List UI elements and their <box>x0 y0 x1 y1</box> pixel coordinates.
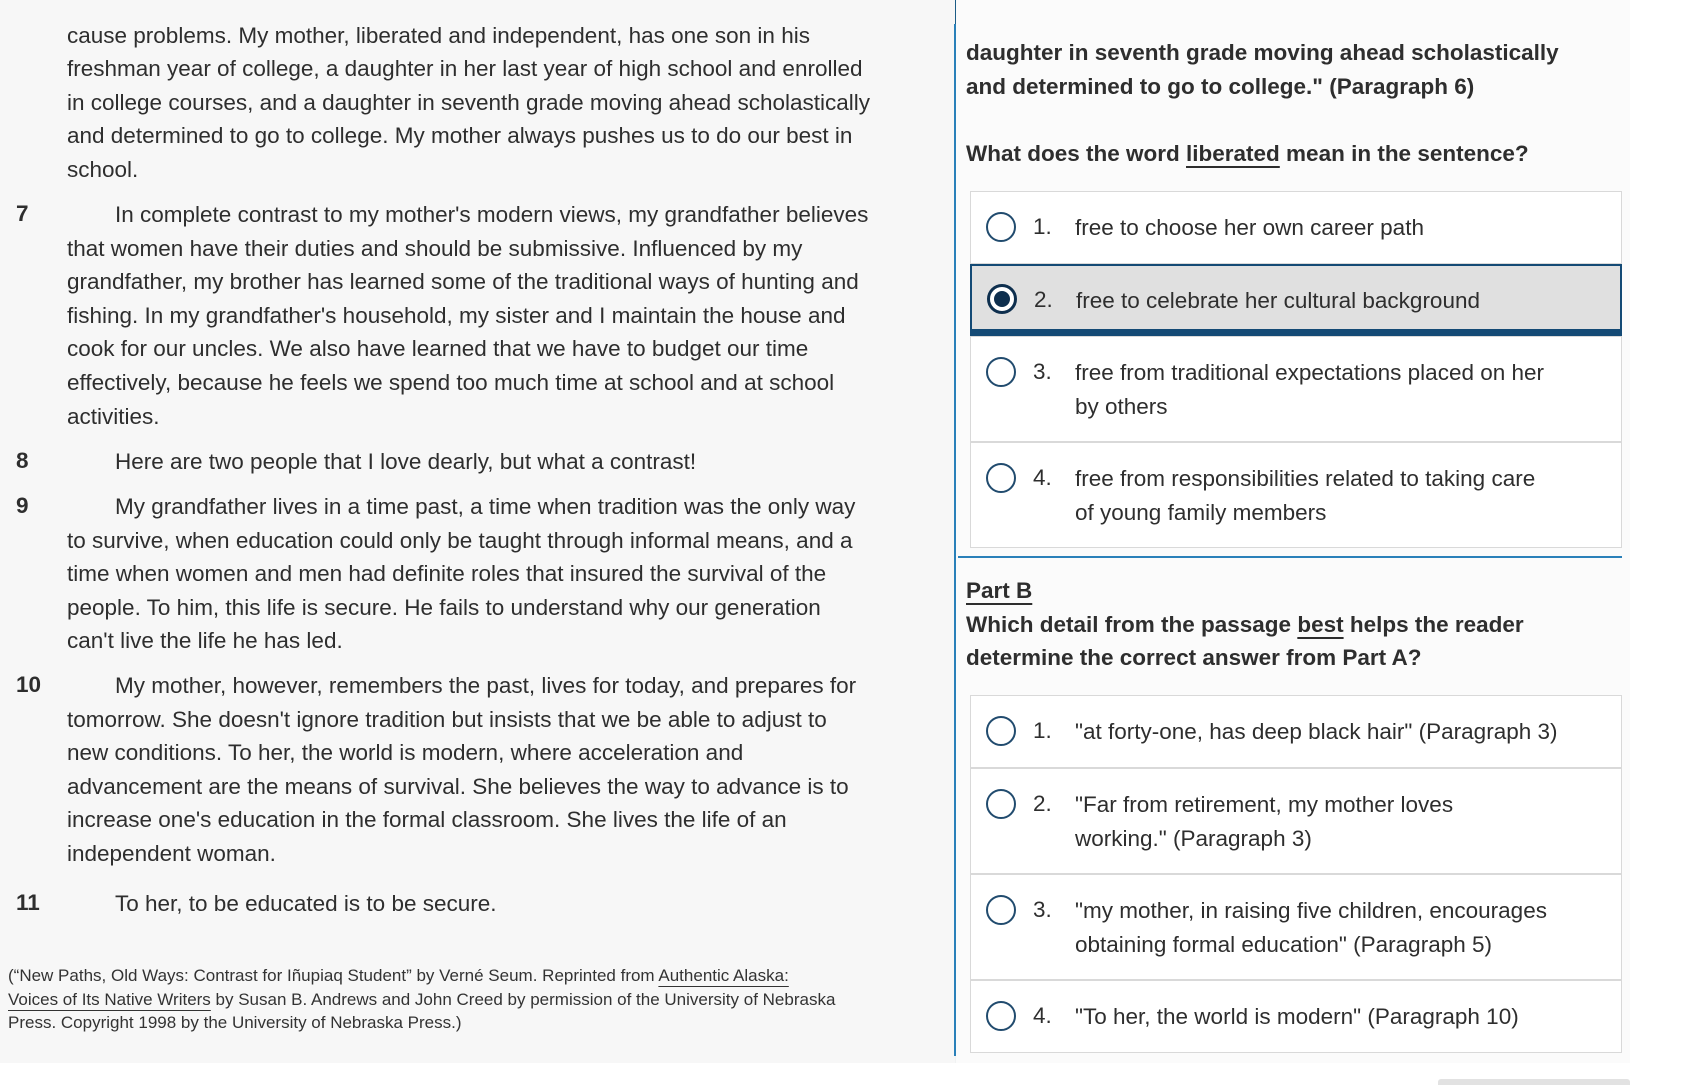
passage-line: tomorrow. She doesn't ignore tradition but insists that we be able to adjust to <box>67 707 827 732</box>
question-quote-line: and determined to go to college." (Paragraph 6) <box>966 74 1475 99</box>
radio-button[interactable] <box>986 463 1016 493</box>
choice-text: free from traditional expectations placed on her <box>1075 360 1545 385</box>
passage-line: activities. <box>67 404 160 429</box>
passage-line-text: My mother, however, remembers the past, lives for today, and prepares for <box>115 673 857 698</box>
radio-button[interactable] <box>986 212 1016 242</box>
question-text: What does the word <box>966 141 1187 166</box>
passage-line <box>67 445 696 479</box>
passage-line-text: To her, to be educated is to be secure. <box>115 891 497 916</box>
choice-number: 1. <box>1033 214 1052 239</box>
choice-number: 1. <box>1033 718 1052 743</box>
part-b-choice-1[interactable] <box>970 695 1622 768</box>
part-a-choice-1[interactable] <box>970 191 1622 264</box>
passage-line: can't live the life he has led. <box>67 628 343 653</box>
part-b-choice-4[interactable] <box>970 980 1622 1053</box>
paragraph-number: 7 <box>16 201 29 226</box>
bottom-nav-handle[interactable] <box>1438 1079 1630 1085</box>
passage-line: school. <box>67 157 139 182</box>
choice-number: 3. <box>1033 897 1052 922</box>
passage-line: grandfather, my brother has learned some of the traditional ways of hunting and <box>67 269 859 294</box>
passage-citation <box>8 964 835 1035</box>
passage-line: cook for our uncles. We also have learned that we have to budget our time <box>67 336 809 361</box>
passage-line: people. To him, this life is secure. He fails to understand why our generation <box>67 595 821 620</box>
choice-text: working." (Paragraph 3) <box>1075 826 1312 851</box>
citation-book-title: Voices of Its Native Writers <box>8 989 211 1009</box>
question-text: Which detail from the passage <box>966 612 1298 637</box>
passage-line: increase one's education in the formal classroom. She lives the life of an <box>67 807 787 832</box>
passage-line: time when women and men had definite roles that insured the survival of the <box>67 561 827 586</box>
passage-line: new conditions. To her, the world is modern, where acceleration and <box>67 740 744 765</box>
choice-text: obtaining formal education" (Paragraph 5) <box>1075 932 1492 957</box>
part-a-choice-2[interactable] <box>970 264 1622 336</box>
choice-number: 2. <box>1034 287 1053 312</box>
radio-selected-dot <box>994 291 1010 307</box>
radio-button[interactable] <box>986 716 1016 746</box>
choice-text: free to choose her own career path <box>1075 215 1424 240</box>
passage-line: in college courses, and a daughter in seventh grade moving ahead scholastically <box>67 90 871 115</box>
passage-line: freshman year of college, a daughter in her last year of high school and enrolled <box>67 56 863 81</box>
radio-button[interactable] <box>986 789 1016 819</box>
citation-text: (“New Paths, Old Ways: Contrast for Iñupiaq Student” by Verné Seum. Reprinted from <box>8 966 659 985</box>
radio-button[interactable] <box>986 895 1016 925</box>
part-a-choice-3[interactable] <box>970 336 1622 442</box>
part-b-heading-text: Part B <box>966 578 1033 603</box>
part-a-choice-4[interactable] <box>970 442 1622 548</box>
bottom-bar <box>0 1063 1685 1085</box>
choice-number: 2. <box>1033 791 1052 816</box>
passage-line: that women have their duties and should be submissive. Influenced by my <box>67 236 803 261</box>
radio-button[interactable] <box>986 357 1016 387</box>
choice-text: of young family members <box>1075 500 1327 525</box>
choice-text: "To her, the world is modern" (Paragraph 10) <box>1075 1004 1519 1029</box>
choice-text: "at forty-one, has deep black hair" (Paragraph 3) <box>1075 719 1558 744</box>
part-b-choice-3[interactable] <box>970 874 1622 980</box>
passage-line <box>67 490 855 524</box>
choice-number: 4. <box>1033 465 1052 490</box>
part-b-question <box>966 608 1524 642</box>
citation-text: Press. Copyright 1998 by the University of Nebraska Press.) <box>8 1013 462 1032</box>
choice-text: "my mother, in raising five children, encourages <box>1075 898 1547 923</box>
choice-text: free to celebrate her cultural background <box>1076 288 1480 313</box>
passage-line: advancement are the means of survival. She believes the way to advance is to <box>67 774 849 799</box>
question-text: helps the reader <box>1343 612 1524 637</box>
question-keyword: best <box>1297 612 1344 637</box>
passage-line <box>67 198 868 232</box>
paragraph-number: 10 <box>16 672 42 697</box>
radio-button-selected[interactable] <box>987 284 1017 314</box>
citation-text: by Susan B. Andrews and John Creed by permission of the University of Nebraska <box>210 989 836 1009</box>
question-pane[interactable] <box>956 0 1630 1063</box>
passage-line-text: Here are two people that I love dearly, but what a contrast! <box>115 449 697 474</box>
question-keyword: liberated <box>1186 141 1280 166</box>
passage-line: cause problems. My mother, liberated and independent, has one son in his <box>67 23 810 48</box>
part-b-choice-2[interactable] <box>970 768 1622 874</box>
passage-line-text: My grandfather lives in a time past, a time when tradition was the only way <box>115 494 856 519</box>
choice-number: 3. <box>1033 359 1052 384</box>
question-text: mean in the sentence? <box>1279 141 1529 166</box>
passage-line <box>67 669 856 703</box>
part-a-question <box>966 137 1529 171</box>
paragraph-number: 11 <box>16 890 40 915</box>
choice-text: "Far from retirement, my mother loves <box>1075 792 1454 817</box>
passage-line: fishing. In my grandfather's household, my sister and I maintain the house and <box>67 303 846 328</box>
choice-text: free from responsibilities related to taking care <box>1075 466 1536 491</box>
choice-number: 4. <box>1033 1003 1052 1028</box>
choice-text: by others <box>1075 394 1168 419</box>
passage-line: effectively, because he feels we spend too much time at school and at school <box>67 370 835 395</box>
passage-line: and determined to go to college. My mother always pushes us to do our best in <box>67 123 853 148</box>
citation-book-title: Authentic Alaska: <box>658 966 789 985</box>
passage-line: independent woman. <box>67 841 276 866</box>
part-b-question: determine the correct answer from Part A? <box>966 645 1422 670</box>
passage-line <box>67 887 497 921</box>
paragraph-number: 9 <box>16 493 29 518</box>
question-quote-line: daughter in seventh grade moving ahead scholastically <box>966 40 1559 65</box>
passage-line: to survive, when education could only be taught through informal means, and a <box>67 528 853 553</box>
part-divider <box>958 556 1622 558</box>
radio-button[interactable] <box>986 1001 1016 1031</box>
passage-line-text: In complete contrast to my mother's modern views, my grandfather believes <box>115 202 869 227</box>
paragraph-number: 8 <box>16 448 29 473</box>
part-b-heading <box>966 574 1032 608</box>
